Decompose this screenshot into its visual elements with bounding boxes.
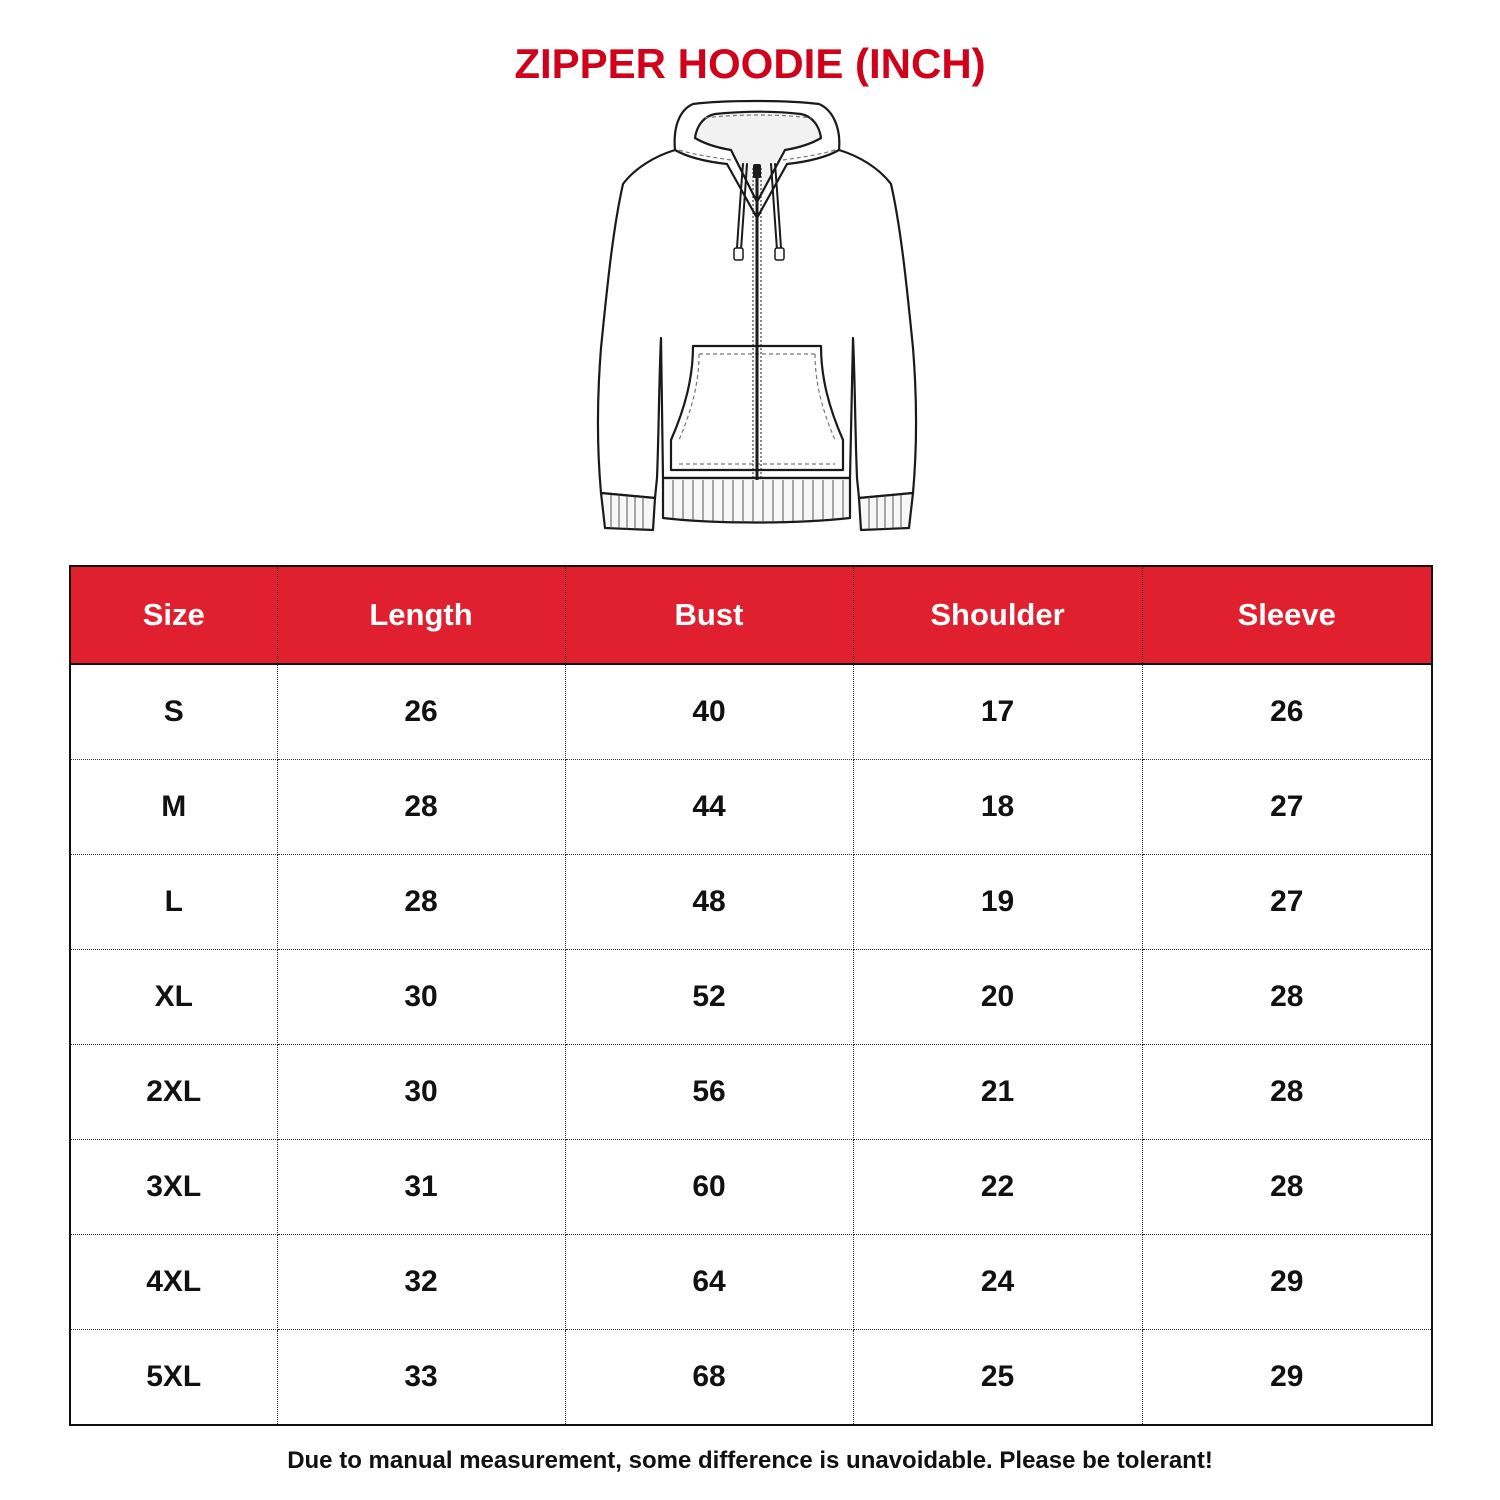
cell-bust: 60: [565, 1140, 853, 1235]
header-sleeve: Sleeve: [1142, 566, 1432, 664]
cell-length: 30: [277, 950, 565, 1045]
cell-size: XL: [70, 950, 277, 1045]
zip-hoodie-icon: [575, 98, 925, 538]
cell-length: 28: [277, 855, 565, 950]
header-bust: Bust: [565, 566, 853, 664]
table-row: [70, 760, 1432, 855]
cell-size: M: [70, 760, 277, 855]
cell-shoulder: 18: [853, 760, 1142, 855]
cell-sleeve: 28: [1142, 950, 1432, 1045]
cell-shoulder: 19: [853, 855, 1142, 950]
table-row: [70, 1140, 1432, 1235]
cell-bust: 56: [565, 1045, 853, 1140]
table-header-row: [70, 566, 1432, 664]
cell-size: L: [70, 855, 277, 950]
cell-size: 5XL: [70, 1330, 277, 1426]
cell-sleeve: 27: [1142, 855, 1432, 950]
table-row: [70, 855, 1432, 950]
cell-length: 30: [277, 1045, 565, 1140]
cell-length: 26: [277, 664, 565, 760]
cell-bust: 64: [565, 1235, 853, 1330]
cell-bust: 40: [565, 664, 853, 760]
size-chart-table: [69, 565, 1433, 1426]
cell-length: 32: [277, 1235, 565, 1330]
cell-shoulder: 25: [853, 1330, 1142, 1426]
table-row: [70, 950, 1432, 1045]
cell-bust: 68: [565, 1330, 853, 1426]
cell-sleeve: 28: [1142, 1045, 1432, 1140]
header-size: Size: [70, 566, 277, 664]
cell-length: 28: [277, 760, 565, 855]
header-length: Length: [277, 566, 565, 664]
cell-size: 3XL: [70, 1140, 277, 1235]
cell-sleeve: 26: [1142, 664, 1432, 760]
cell-bust: 48: [565, 855, 853, 950]
cell-shoulder: 24: [853, 1235, 1142, 1330]
table-row: [70, 664, 1432, 760]
cell-length: 31: [277, 1140, 565, 1235]
cell-sleeve: 27: [1142, 760, 1432, 855]
header-shoulder: Shoulder: [853, 566, 1142, 664]
cell-shoulder: 20: [853, 950, 1142, 1045]
disclaimer-text: Due to manual measurement, some difference is unavoidable. Please be tolerant!: [287, 1447, 1213, 1474]
cell-length: 33: [277, 1330, 565, 1426]
cell-shoulder: 21: [853, 1045, 1142, 1140]
cell-bust: 52: [565, 950, 853, 1045]
cell-size: 2XL: [70, 1045, 277, 1140]
page-title: ZIPPER HOODIE (INCH): [514, 40, 986, 87]
cell-size: S: [70, 664, 277, 760]
cell-size: 4XL: [70, 1235, 277, 1330]
cell-sleeve: 29: [1142, 1330, 1432, 1426]
table-row: [70, 1330, 1432, 1426]
cell-sleeve: 29: [1142, 1235, 1432, 1330]
table-row: [70, 1235, 1432, 1330]
cell-sleeve: 28: [1142, 1140, 1432, 1235]
table-row: [70, 1045, 1432, 1140]
cell-bust: 44: [565, 760, 853, 855]
cell-shoulder: 17: [853, 664, 1142, 760]
cell-shoulder: 22: [853, 1140, 1142, 1235]
